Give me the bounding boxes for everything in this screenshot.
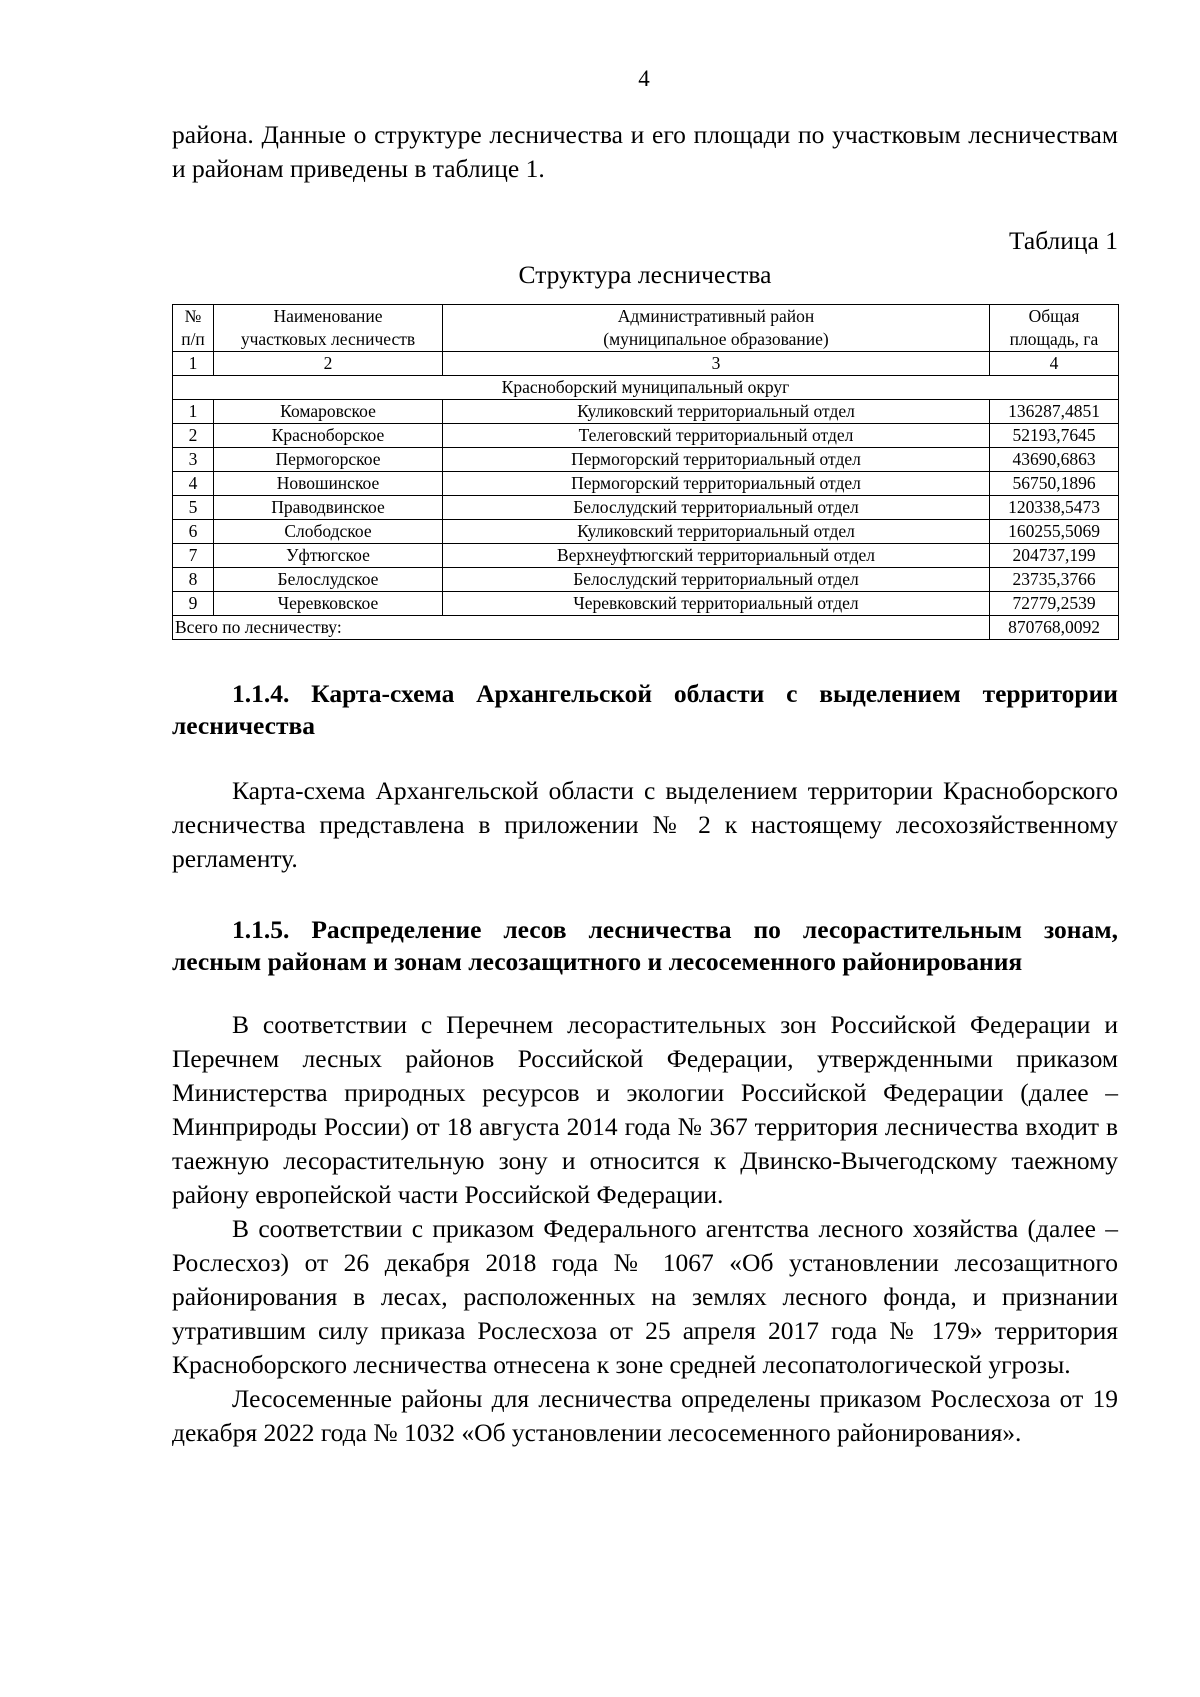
section-115-paragraph: Лесосеменные районы для лесничества определены приказом Рослесхоза от 19 декабря 2022 года № 1032 «Об установлении лесосеменного районирования».: [172, 1384, 1118, 1447]
table-label: Таблица 1: [1008, 226, 1118, 255]
row-area: 136287,4851: [990, 400, 1119, 424]
table-header-row: [173, 305, 1119, 352]
row-district: Пермогорский территориальный отдел: [443, 448, 990, 472]
row-name: Слободское: [214, 520, 443, 544]
header-district: Административный район (муниципальное образование): [443, 305, 990, 352]
row-num: 1: [173, 400, 214, 424]
table-row: [173, 520, 1119, 544]
section-114-heading: 1.1.4. Карта-схема Архангельской области с выделением территории лесничества: [172, 679, 1118, 740]
row-num: 7: [173, 544, 214, 568]
table-row: [173, 400, 1119, 424]
row-district: Куликовский территориальный отдел: [443, 520, 990, 544]
column-number: 1: [173, 352, 214, 376]
column-number-row: [173, 352, 1119, 376]
structure-table: [172, 304, 1119, 640]
row-num: 2: [173, 424, 214, 448]
table-row: [173, 592, 1119, 616]
row-num: 6: [173, 520, 214, 544]
row-num: 4: [173, 472, 214, 496]
row-num: 8: [173, 568, 214, 592]
row-district: Куликовский территориальный отдел: [443, 400, 990, 424]
group-title: Красноборский муниципальный округ: [173, 376, 1119, 400]
row-area: 23735,3766: [990, 568, 1119, 592]
section-114-paragraph: Карта-схема Архангельской области с выделением территории Красноборского лесничества представлена в приложении № 2 к настоящему лесохозяйственному регламенту.: [172, 776, 1118, 873]
row-num: 5: [173, 496, 214, 520]
row-name: Пермогорское: [214, 448, 443, 472]
row-area: 160255,5069: [990, 520, 1119, 544]
row-district: Верхнеуфтюгский территориальный отдел: [443, 544, 990, 568]
header-area: Общая площадь, га: [990, 305, 1119, 352]
section-115-paragraph: В соответствии с Перечнем лесорастительных зон Российской Федерации и Перечнем лесных районов Российской Федерации, утвержденными приказом Министерства природных ресурсов и экологии Российской Федерации (далее – Минприроды России) от 18 августа 2014 года № 367 территория лесничества входит в таежную лесорастительную зону и относится к Двинско-Вычегодскому таежному району европейской части Российской Федерации.: [172, 1010, 1118, 1209]
section-115-paragraph: В соответствии с приказом Федерального агентства лесного хозяйства (далее – Рослесхоз) от 26 декабря 2018 года № 1067 «Об установлении лесозащитного районирования в лесах, расположенных на землях лесного фонда, и признании утратившим силу приказа Рослесхоза от 25 апреля 2017 года № 179» территория Красноборского лесничества отнесена к зоне средней лесопатологической угрозы.: [172, 1214, 1118, 1379]
row-name: Праводвинское: [214, 496, 443, 520]
table-row: [173, 448, 1119, 472]
table-row: [173, 544, 1119, 568]
table-title: Структура лесничества: [518, 260, 772, 289]
column-number: 4: [990, 352, 1119, 376]
total-label: Всего по лесничеству:: [173, 616, 990, 640]
row-num: 3: [173, 448, 214, 472]
row-district: Черевковский территориальный отдел: [443, 592, 990, 616]
intro-paragraph: района. Данные о структуре лесничества и его площади по участковым лесничествам и районам приведены в таблице 1.: [172, 120, 1118, 183]
row-name: Черевковское: [214, 592, 443, 616]
row-area: 56750,1896: [990, 472, 1119, 496]
total-value: 870768,0092: [990, 616, 1119, 640]
row-name: Белослудское: [214, 568, 443, 592]
row-area: 52193,7645: [990, 424, 1119, 448]
group-row: [173, 376, 1119, 400]
row-district: Белослудский территориальный отдел: [443, 496, 990, 520]
total-row: [173, 616, 1119, 640]
row-name: Комаровское: [214, 400, 443, 424]
row-name: Уфтюгское: [214, 544, 443, 568]
row-district: Белослудский территориальный отдел: [443, 568, 990, 592]
section-115-heading: 1.1.5. Распределение лесов лесничества по лесорастительным зонам, лесным районам и зонам лесозащитного и лесосеменного районирования: [172, 915, 1118, 976]
document-body: [172, 118, 1118, 1450]
row-num: 9: [173, 592, 214, 616]
row-area: 204737,199: [990, 544, 1119, 568]
row-district: Пермогорский территориальный отдел: [443, 472, 990, 496]
row-district: Телеговский территориальный отдел: [443, 424, 990, 448]
column-number: 3: [443, 352, 990, 376]
row-name: Красноборское: [214, 424, 443, 448]
table-row: [173, 472, 1119, 496]
row-area: 120338,5473: [990, 496, 1119, 520]
page-number: 4: [638, 66, 650, 91]
header-num: № п/п: [173, 305, 214, 352]
row-name: Новошинское: [214, 472, 443, 496]
row-area: 72779,2539: [990, 592, 1119, 616]
column-number: 2: [214, 352, 443, 376]
table-row: [173, 424, 1119, 448]
header-name: Наименование участковых лесничеств: [214, 305, 443, 352]
table-row: [173, 568, 1119, 592]
row-area: 43690,6863: [990, 448, 1119, 472]
table-row: [173, 496, 1119, 520]
